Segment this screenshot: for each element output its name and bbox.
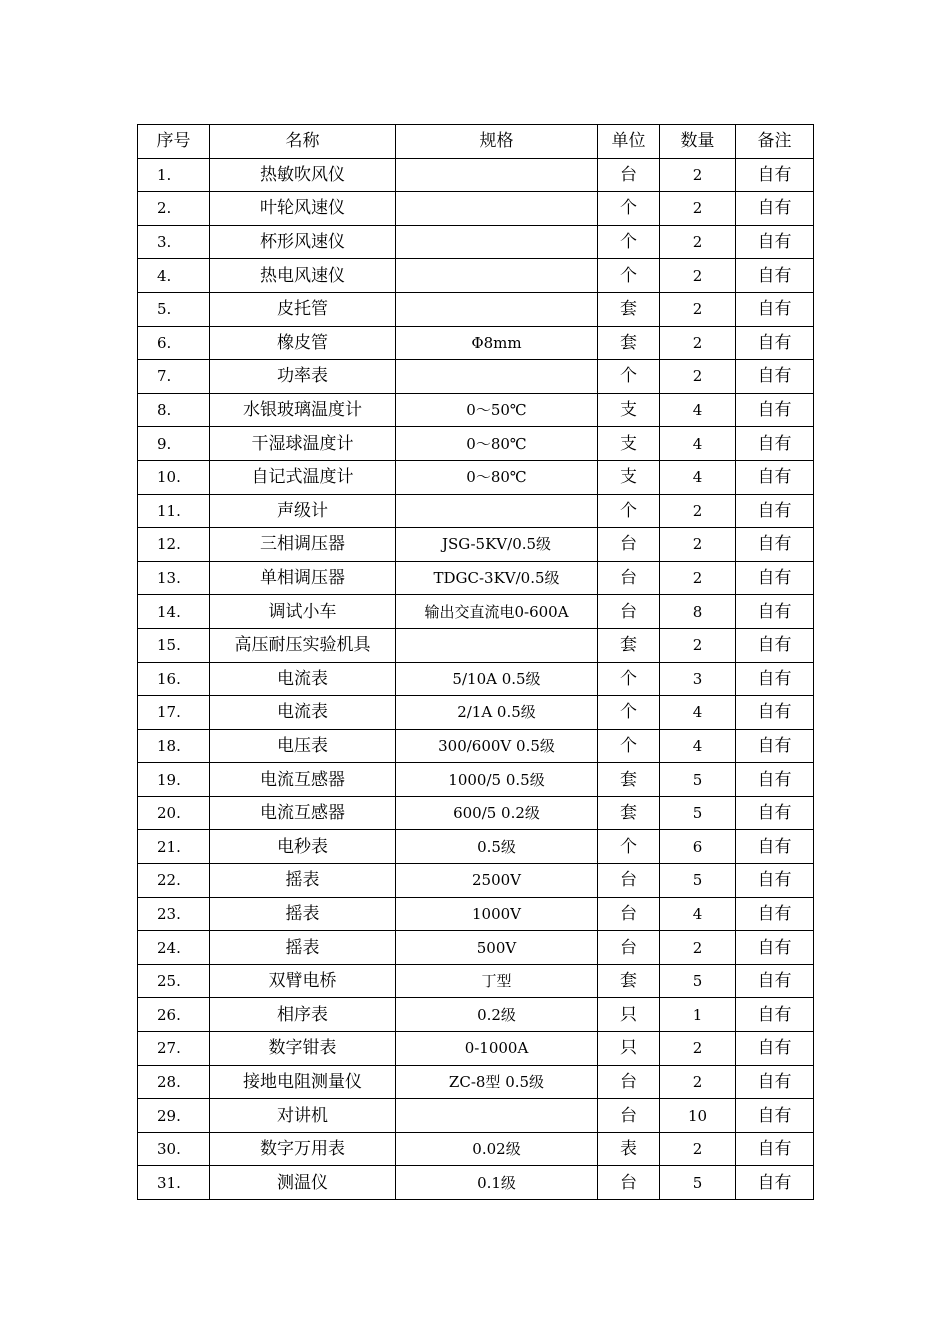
cell-qty: 10 <box>660 1099 736 1133</box>
cell-note: 自有 <box>736 427 814 461</box>
table-row <box>138 393 814 427</box>
cell-unit: 套 <box>598 628 660 662</box>
cell-seq: 15. <box>138 628 210 662</box>
cell-seq: 23. <box>138 897 210 931</box>
cell-qty: 3 <box>660 662 736 696</box>
cell-seq: 25. <box>138 964 210 998</box>
cell-note: 自有 <box>736 729 814 763</box>
cell-note: 自有 <box>736 292 814 326</box>
cell-note: 自有 <box>736 998 814 1032</box>
cell-seq: 9. <box>138 427 210 461</box>
cell-unit: 只 <box>598 1032 660 1066</box>
cell-spec: Φ8mm <box>396 326 598 360</box>
cell-name: 双臂电桥 <box>210 964 396 998</box>
cell-unit: 套 <box>598 964 660 998</box>
cell-name: 三相调压器 <box>210 528 396 562</box>
cell-seq: 20. <box>138 796 210 830</box>
table-row <box>138 427 814 461</box>
cell-qty: 5 <box>660 864 736 898</box>
cell-qty: 2 <box>660 494 736 528</box>
cell-name: 摇表 <box>210 897 396 931</box>
cell-spec: 300/600V 0.5级 <box>396 729 598 763</box>
table-row <box>138 360 814 394</box>
table-row <box>138 225 814 259</box>
table-row <box>138 460 814 494</box>
cell-name: 对讲机 <box>210 1099 396 1133</box>
cell-note: 自有 <box>736 1166 814 1200</box>
table-row <box>138 696 814 730</box>
cell-qty: 5 <box>660 796 736 830</box>
cell-seq: 10. <box>138 460 210 494</box>
cell-seq: 8. <box>138 393 210 427</box>
cell-seq: 19. <box>138 763 210 797</box>
cell-qty: 4 <box>660 460 736 494</box>
cell-qty: 2 <box>660 628 736 662</box>
header-unit: 单位 <box>598 125 660 159</box>
cell-note: 自有 <box>736 259 814 293</box>
cell-spec: 0.02级 <box>396 1132 598 1166</box>
cell-note: 自有 <box>736 1132 814 1166</box>
cell-spec: 输出交直流电0-600A <box>396 595 598 629</box>
cell-unit: 台 <box>598 931 660 965</box>
header-name: 名称 <box>210 125 396 159</box>
cell-spec <box>396 1099 598 1133</box>
cell-name: 杯形风速仪 <box>210 225 396 259</box>
cell-note: 自有 <box>736 528 814 562</box>
cell-spec: TDGC-3KV/0.5级 <box>396 561 598 595</box>
cell-name: 电流表 <box>210 662 396 696</box>
cell-note: 自有 <box>736 494 814 528</box>
cell-name: 热敏吹风仪 <box>210 158 396 192</box>
cell-seq: 5. <box>138 292 210 326</box>
table-row <box>138 528 814 562</box>
cell-spec: 500V <box>396 931 598 965</box>
table-row <box>138 1166 814 1200</box>
cell-qty: 2 <box>660 158 736 192</box>
cell-name: 电流互感器 <box>210 763 396 797</box>
cell-qty: 4 <box>660 729 736 763</box>
cell-spec <box>396 628 598 662</box>
cell-seq: 13. <box>138 561 210 595</box>
cell-name: 电流互感器 <box>210 796 396 830</box>
cell-unit: 台 <box>598 897 660 931</box>
cell-note: 自有 <box>736 460 814 494</box>
cell-seq: 30. <box>138 1132 210 1166</box>
cell-seq: 14. <box>138 595 210 629</box>
cell-qty: 1 <box>660 998 736 1032</box>
table-row <box>138 763 814 797</box>
cell-name: 叶轮风速仪 <box>210 192 396 226</box>
cell-seq: 12. <box>138 528 210 562</box>
cell-name: 皮托管 <box>210 292 396 326</box>
cell-name: 数字钳表 <box>210 1032 396 1066</box>
cell-spec: 2/1A 0.5级 <box>396 696 598 730</box>
cell-unit: 个 <box>598 192 660 226</box>
cell-name: 声级计 <box>210 494 396 528</box>
cell-spec <box>396 192 598 226</box>
cell-qty: 4 <box>660 427 736 461</box>
cell-qty: 2 <box>660 326 736 360</box>
cell-unit: 台 <box>598 561 660 595</box>
cell-name: 调试小车 <box>210 595 396 629</box>
cell-spec: 0.2级 <box>396 998 598 1032</box>
cell-qty: 6 <box>660 830 736 864</box>
cell-seq: 28. <box>138 1065 210 1099</box>
cell-name: 摇表 <box>210 864 396 898</box>
cell-unit: 个 <box>598 830 660 864</box>
cell-unit: 台 <box>598 1166 660 1200</box>
cell-qty: 2 <box>660 528 736 562</box>
cell-unit: 个 <box>598 259 660 293</box>
cell-name: 电秒表 <box>210 830 396 864</box>
cell-note: 自有 <box>736 1099 814 1133</box>
cell-unit: 台 <box>598 595 660 629</box>
cell-name: 电压表 <box>210 729 396 763</box>
cell-seq: 26. <box>138 998 210 1032</box>
cell-qty: 2 <box>660 192 736 226</box>
cell-seq: 22. <box>138 864 210 898</box>
cell-spec: 1000V <box>396 897 598 931</box>
header-spec: 规格 <box>396 125 598 159</box>
table-row <box>138 561 814 595</box>
cell-unit: 支 <box>598 393 660 427</box>
cell-note: 自有 <box>736 561 814 595</box>
cell-note: 自有 <box>736 964 814 998</box>
cell-qty: 4 <box>660 897 736 931</box>
cell-name: 相序表 <box>210 998 396 1032</box>
cell-qty: 4 <box>660 393 736 427</box>
table-row <box>138 1132 814 1166</box>
cell-name: 水银玻璃温度计 <box>210 393 396 427</box>
cell-seq: 18. <box>138 729 210 763</box>
cell-qty: 2 <box>660 1032 736 1066</box>
cell-seq: 21. <box>138 830 210 864</box>
cell-note: 自有 <box>736 864 814 898</box>
cell-unit: 套 <box>598 292 660 326</box>
cell-qty: 8 <box>660 595 736 629</box>
cell-unit: 个 <box>598 225 660 259</box>
cell-name: 电流表 <box>210 696 396 730</box>
cell-spec: 2500V <box>396 864 598 898</box>
table-row <box>138 1099 814 1133</box>
table-row <box>138 998 814 1032</box>
table-row <box>138 729 814 763</box>
table-row <box>138 796 814 830</box>
table-body <box>138 158 814 1199</box>
cell-spec: 0～80℃ <box>396 460 598 494</box>
cell-qty: 2 <box>660 225 736 259</box>
cell-qty: 5 <box>660 964 736 998</box>
cell-unit: 台 <box>598 1099 660 1133</box>
cell-name: 高压耐压实验机具 <box>210 628 396 662</box>
cell-name: 热电风速仪 <box>210 259 396 293</box>
cell-seq: 1. <box>138 158 210 192</box>
table-header-row <box>138 125 814 159</box>
table-row <box>138 158 814 192</box>
cell-unit: 只 <box>598 998 660 1032</box>
cell-seq: 7. <box>138 360 210 394</box>
cell-note: 自有 <box>736 326 814 360</box>
table-row <box>138 931 814 965</box>
cell-note: 自有 <box>736 830 814 864</box>
table-row <box>138 1065 814 1099</box>
cell-name: 自记式温度计 <box>210 460 396 494</box>
cell-spec: 0-1000A <box>396 1032 598 1066</box>
cell-unit: 台 <box>598 864 660 898</box>
cell-note: 自有 <box>736 158 814 192</box>
cell-spec <box>396 292 598 326</box>
table-row <box>138 292 814 326</box>
cell-seq: 31. <box>138 1166 210 1200</box>
cell-unit: 台 <box>598 528 660 562</box>
cell-unit: 个 <box>598 662 660 696</box>
cell-note: 自有 <box>736 763 814 797</box>
cell-seq: 29. <box>138 1099 210 1133</box>
cell-note: 自有 <box>736 393 814 427</box>
cell-note: 自有 <box>736 595 814 629</box>
table-row <box>138 259 814 293</box>
cell-seq: 2. <box>138 192 210 226</box>
cell-unit: 表 <box>598 1132 660 1166</box>
table-row <box>138 494 814 528</box>
cell-qty: 2 <box>660 259 736 293</box>
cell-note: 自有 <box>736 628 814 662</box>
table-row <box>138 830 814 864</box>
cell-spec: ZC-8型 0.5级 <box>396 1065 598 1099</box>
cell-seq: 6. <box>138 326 210 360</box>
cell-note: 自有 <box>736 192 814 226</box>
header-qty: 数量 <box>660 125 736 159</box>
cell-unit: 个 <box>598 696 660 730</box>
cell-name: 接地电阻测量仪 <box>210 1065 396 1099</box>
table-row <box>138 897 814 931</box>
cell-note: 自有 <box>736 662 814 696</box>
cell-qty: 2 <box>660 360 736 394</box>
cell-name: 干湿球温度计 <box>210 427 396 461</box>
cell-unit: 套 <box>598 326 660 360</box>
equipment-table <box>137 124 814 1200</box>
cell-unit: 个 <box>598 729 660 763</box>
cell-spec: 0～80℃ <box>396 427 598 461</box>
cell-qty: 2 <box>660 1065 736 1099</box>
cell-spec: 600/5 0.2级 <box>396 796 598 830</box>
cell-qty: 5 <box>660 1166 736 1200</box>
cell-qty: 2 <box>660 931 736 965</box>
cell-spec: 5/10A 0.5级 <box>396 662 598 696</box>
cell-unit: 个 <box>598 494 660 528</box>
table-row <box>138 1032 814 1066</box>
table-row <box>138 628 814 662</box>
cell-unit: 套 <box>598 796 660 830</box>
cell-name: 单相调压器 <box>210 561 396 595</box>
table-row <box>138 326 814 360</box>
cell-seq: 3. <box>138 225 210 259</box>
cell-note: 自有 <box>736 897 814 931</box>
table-row <box>138 662 814 696</box>
cell-seq: 27. <box>138 1032 210 1066</box>
cell-name: 数字万用表 <box>210 1132 396 1166</box>
cell-qty: 2 <box>660 292 736 326</box>
cell-note: 自有 <box>736 225 814 259</box>
table-row <box>138 192 814 226</box>
cell-spec: 0.1级 <box>396 1166 598 1200</box>
cell-seq: 4. <box>138 259 210 293</box>
cell-name: 功率表 <box>210 360 396 394</box>
cell-unit: 支 <box>598 460 660 494</box>
cell-unit: 套 <box>598 763 660 797</box>
header-note: 备注 <box>736 125 814 159</box>
cell-spec <box>396 158 598 192</box>
cell-qty: 2 <box>660 1132 736 1166</box>
cell-qty: 2 <box>660 561 736 595</box>
cell-spec: JSG-5KV/0.5级 <box>396 528 598 562</box>
cell-spec: 1000/5 0.5级 <box>396 763 598 797</box>
cell-note: 自有 <box>736 1032 814 1066</box>
cell-unit: 支 <box>598 427 660 461</box>
cell-spec <box>396 360 598 394</box>
table-row <box>138 595 814 629</box>
cell-note: 自有 <box>736 1065 814 1099</box>
cell-seq: 17. <box>138 696 210 730</box>
cell-unit: 台 <box>598 158 660 192</box>
table-row <box>138 964 814 998</box>
cell-spec: 0.5级 <box>396 830 598 864</box>
cell-note: 自有 <box>736 796 814 830</box>
cell-name: 摇表 <box>210 931 396 965</box>
cell-note: 自有 <box>736 696 814 730</box>
cell-note: 自有 <box>736 931 814 965</box>
cell-name: 橡皮管 <box>210 326 396 360</box>
table-row <box>138 864 814 898</box>
cell-spec: 丁型 <box>396 964 598 998</box>
cell-unit: 台 <box>598 1065 660 1099</box>
header-seq: 序号 <box>138 125 210 159</box>
cell-name: 测温仪 <box>210 1166 396 1200</box>
cell-spec: 0～50℃ <box>396 393 598 427</box>
cell-seq: 11. <box>138 494 210 528</box>
cell-seq: 16. <box>138 662 210 696</box>
cell-spec <box>396 494 598 528</box>
cell-spec <box>396 225 598 259</box>
cell-seq: 24. <box>138 931 210 965</box>
cell-spec <box>396 259 598 293</box>
cell-unit: 个 <box>598 360 660 394</box>
cell-qty: 4 <box>660 696 736 730</box>
cell-qty: 5 <box>660 763 736 797</box>
cell-note: 自有 <box>736 360 814 394</box>
